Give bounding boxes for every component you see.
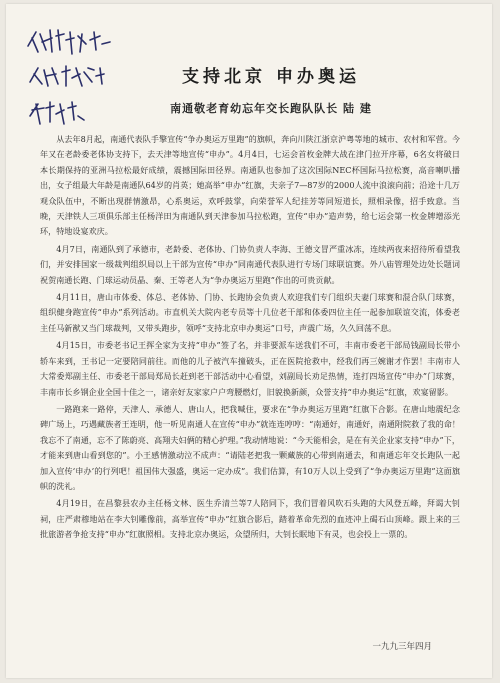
document-page — [6, 4, 492, 678]
article-body — [40, 132, 460, 545]
paragraph: 4月19日，在昌黎县农办主任杨文林、医生乔清兰等7人陪同下，我们冒着风吹石头跑的大风登五峰，拜谒大钊祠，庄严肃穆地站在李大钊雕像前，高举宣传“申办”红旗合影后，踏着革命先烈的血迹冲上碣石山顶峰。跟上来的三批旅游者争抢支持“申办”红旗照相。支持北京办奥运，众望所归，大钊长眠地下有灵，也会投上一票的。 — [40, 498, 460, 540]
paragraph: 4月7日，南通队到了承德市，老龄委、老体协、门协负责人李海、王德文冒严重冰冻，连续两夜来招待所看望我们，并安排国家一级裁判组织局以上干部为宣传“申办”同南通代表队进行专场门球联谊赛。外八庙管理处边处长题词祝贺南通长跑、门球运动员晶、秦、王等老人为“争办奥运万里跑”作出的可贵贡献。 — [40, 243, 460, 285]
paragraph: 4月11日，唐山市体委、体总、老体协、门协、长跑协会负责人欢迎我们专门组织夫妻门球赛和混合队门球赛，组织健身跑宣传“申办”系列活动。市直机关大院内老专员等十几位老干部和体委四位主任一起参加联谊交流，体委老主任马新猷又当门球裁判，又带头跑步，领呼“支持北京申办奥运”口号，声震广场，久久回荡不息。 — [40, 292, 460, 333]
author-line: 南通敬老育幼忘年交长跑队队长 陆 建 — [170, 102, 372, 115]
paragraph: 一路跑来一路停，天津人、承德人、唐山人，把我喊住，要求在“争办奥运万里跑”红旗下合影。在唐山地震纪念碑广场上，巧遇藏族者王连明，他一听见南通人在宣传“申办”就连连哼哼：“南通好，南通好，南通附院救了我的命！我忘不了南通，忘不了陈蔚亮、高翔夫妇俩的精心护理。”我动情地说：“今天能相会，是在有关企业家支持“申办”下，才能来到唐山看到您的”。小王感情激动泣不成声：“请陆老把我一颗藏族的心带到南通去，和南通忘年交长跑队一起加入宣传‘申办’的行列吧！祖国伟大强盛，奥运一定办成”。我们估算，有10万人以上受到了“争办奥运万里跑”这面旗帜的洗礼。 — [40, 403, 460, 491]
paragraph: 从去年8月起，南通代表队手擎宣传“争办奥运万里跑”的旗帜，奔向川陕江浙京沪粤等地的城市、农村和军营。今年又在老龄委老体协支持下，去天津等地宣传“申办”。4月4日，七运会首枚金牌大战在津门拉开序幕，6名女将破日本长期保持的亚洲马拉松最好成绩，震撼国际田径界。南通队也参加了这次国际NEC杯国际马拉松赛，高音喇叭播出，女子组最大年龄是南通队64岁的肖英；她高举“申办”红旗，夫亲子7—87岁的2000人流中浪滚向前；沿途十几万观众队伍中，不断出现群情激昂，心系奥运，欢呼鼓掌，向荣誉军人纪挂芳等同短道长，照相录像，招手致意。当晚，天津铁人三项俱乐部主任杨洋田为南通队到天津参加马拉松跑，宣传“申办”造声势，给七运会第一枚金牌增添光环，特地设宴欢庆。 — [40, 134, 460, 237]
paragraph: 4月15日，市委老书记王挥全家为支持“申办”签了名，并非要派车送我们不可，丰南市委老干部局钱副局长带小轿车来到，王书记一定要陪同前往。而他的儿子被汽车撞破头，正在医院抢救中，经我们再三婉谢才作罢！丰南市人大常委郑副主任、市委老干部局郑局长赶到老干部活动中心看望，刘副局长劝足热情，连打四场宣传“申办”门球赛，丰南市长乡钢企业全国十佳之一，诸亲好友家家户户弯腰燃灯，旧貌换新颜，众誉支持“申办奥运”红旗，欢宴留影。 — [40, 340, 460, 397]
page-title: 支持北京 申办奥运 — [182, 67, 360, 87]
handwriting-scribble-icon — [22, 24, 117, 134]
document-date: 一九九三年四月 — [372, 642, 432, 652]
handwritten-annotation — [22, 24, 117, 134]
